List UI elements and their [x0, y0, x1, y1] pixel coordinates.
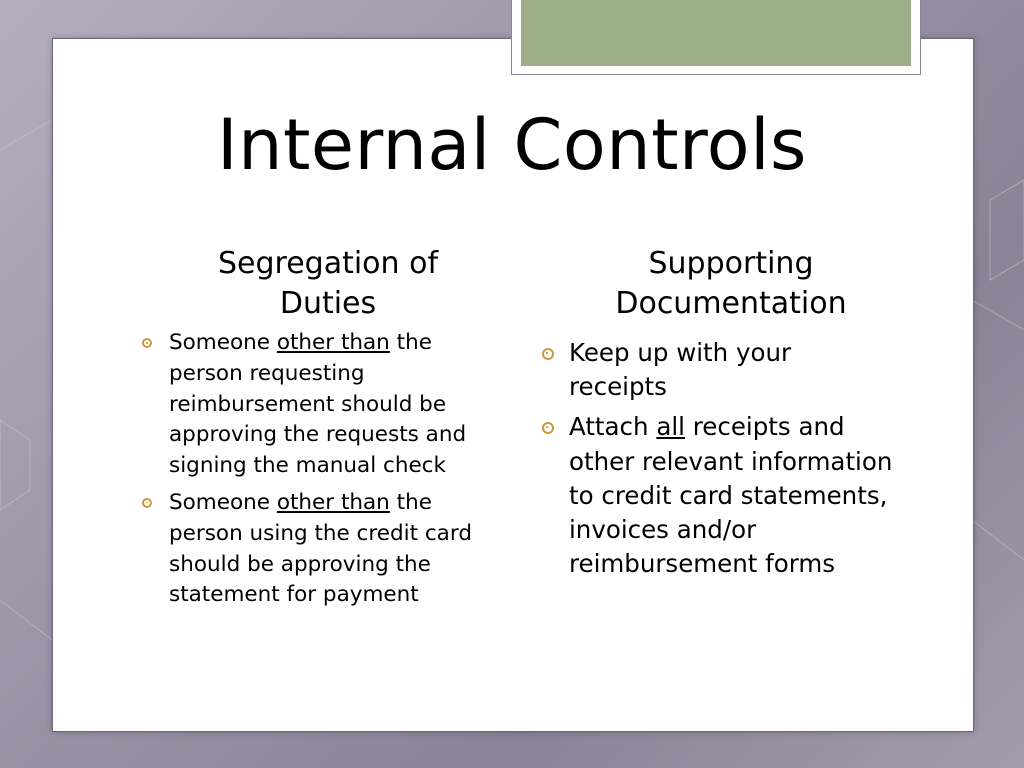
bullet-emphasis: other than — [276, 330, 390, 355]
bullet-text-before: Attach — [569, 412, 657, 442]
bullet-text-before: Someone — [169, 330, 277, 355]
left-bullet-list — [140, 328, 495, 617]
hollow-circle-bullet-icon — [142, 498, 152, 508]
bullet-text-rest: person using the credit card should be approving the statement for payment — [169, 520, 472, 608]
bullet-text-before: Someone — [169, 489, 277, 515]
right-bullet-list — [540, 336, 895, 587]
right-heading-line1: Supporting — [648, 246, 814, 281]
list-item — [540, 336, 895, 404]
list-item — [140, 328, 495, 482]
left-heading-line1: Segregation of — [217, 246, 439, 281]
hollow-circle-bullet-icon — [542, 422, 554, 434]
bullet-text-after: the — [389, 330, 432, 355]
bullet-text: Keep up with your receipts — [569, 338, 792, 402]
right-heading-line2: Documentation — [615, 286, 847, 321]
bullet-text-after: receipts and other relevant information to credit card statements, invoices and/or reimbursement forms — [569, 412, 893, 579]
left-column-heading — [168, 244, 488, 324]
bullet-text-after: the — [389, 489, 432, 515]
list-item — [140, 488, 495, 611]
hollow-circle-bullet-icon — [142, 338, 152, 348]
hollow-circle-bullet-icon — [542, 348, 554, 360]
right-column-heading — [570, 244, 892, 324]
slide-title: Internal Controls — [216, 104, 808, 186]
list-item — [540, 410, 895, 581]
bullet-text-rest: person requesting reimbursement should be approving the requests and signing the manual check — [169, 360, 467, 479]
title-tab-fill — [521, 0, 911, 66]
left-heading-line2: Duties — [279, 286, 377, 321]
title-tab-decoration — [511, 0, 921, 75]
bullet-emphasis: other than — [276, 489, 390, 515]
bullet-emphasis: all — [656, 412, 685, 442]
